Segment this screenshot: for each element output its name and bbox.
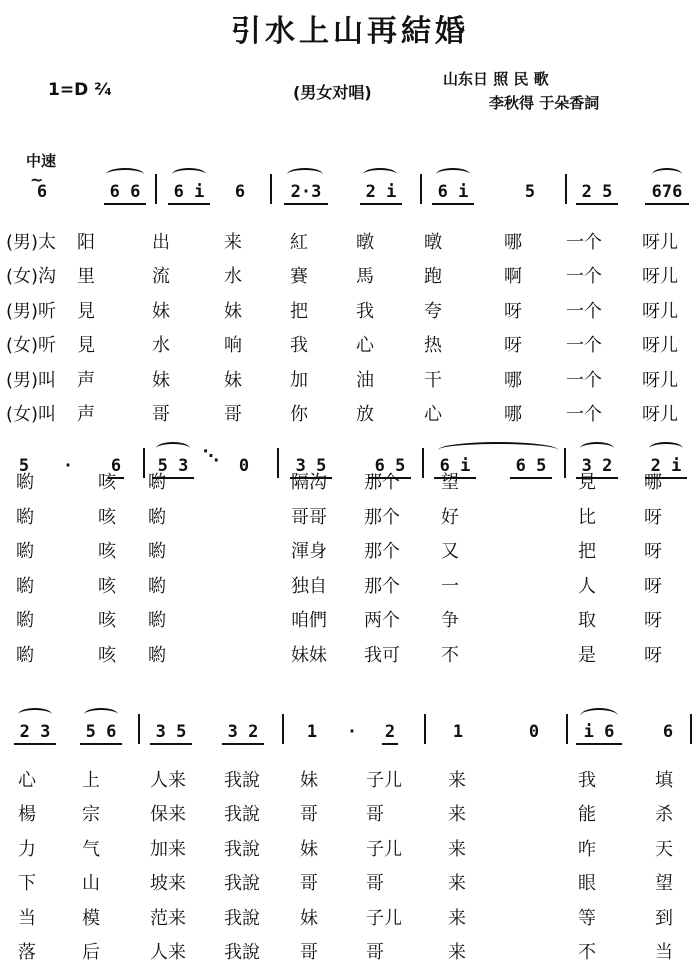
lyric-syllable: 呀儿 — [642, 369, 678, 391]
source-origin: 山东日 照 民 歌 — [443, 70, 549, 88]
lyricist-credit: 李秋得 于朵香詞 — [489, 94, 600, 112]
notation-row-3 — [0, 708, 700, 748]
note-group: 6 — [36, 182, 48, 202]
lyric-syllable: 呀 — [504, 300, 522, 322]
lyric-syllable: 人来 — [150, 770, 186, 791]
lyric-syllable: 咳 — [98, 645, 116, 666]
lyric-syllable: 哥 — [300, 873, 318, 895]
note-group: 6 i — [434, 456, 476, 479]
lyric-syllable: 力 — [18, 838, 36, 860]
lyric-syllable: 哪 — [504, 404, 522, 425]
barline — [420, 174, 422, 204]
lyric-syllable: 人 — [578, 575, 596, 597]
lyric-syllable: 心 — [356, 335, 374, 357]
song-title: 引水上山再結婚 — [231, 14, 469, 49]
lyric-syllable: 来 — [448, 942, 466, 963]
lyric-syllable: 下 — [18, 873, 36, 895]
lyric-syllable: 咳 — [98, 610, 116, 632]
key-signature: 1=D ²⁄₄ — [48, 80, 112, 100]
note-group: 6 5 — [369, 456, 411, 479]
lyric-syllable: 来 — [448, 804, 466, 826]
augmentation-dot: · — [346, 722, 358, 742]
lyric-syllable: 独自 — [291, 575, 327, 597]
lyric-syllable: 呀儿 — [642, 232, 678, 253]
note-group: 2 5 — [576, 182, 618, 205]
lyric-syllable: 喲 — [148, 575, 166, 597]
lyric-syllable: 那个 — [364, 575, 400, 597]
lyric-syllable: 呀 — [644, 610, 662, 632]
note-group: 2 — [382, 722, 398, 745]
note-group: 3 2 — [576, 456, 618, 479]
slur-mark — [436, 168, 470, 181]
note-group: 2 i — [360, 182, 402, 205]
note-group: i 6 — [576, 722, 622, 745]
lyric-syllable: 人来 — [150, 942, 186, 963]
lyric-syllable: 把 — [578, 541, 596, 563]
lyric-syllable: 油 — [356, 369, 374, 391]
barline — [424, 714, 426, 744]
lyric-syllable: 呀 — [504, 335, 522, 357]
lyric-syllable: 后 — [82, 942, 100, 963]
lyric-syllable: 水 — [224, 266, 242, 288]
note-group: 3 5 — [290, 456, 332, 479]
lyric-syllable: 阳 — [77, 232, 95, 253]
slur-mark — [84, 708, 118, 721]
lyric-syllable: 望 — [655, 873, 673, 895]
note-group: 6 6 — [104, 182, 146, 205]
note-group: 6 5 — [510, 456, 552, 479]
lyric-syllable: 呀 — [644, 541, 662, 563]
lyric-syllable: 等 — [578, 907, 596, 929]
note-group: 5 3 — [152, 456, 194, 479]
lyric-syllable: 放 — [356, 404, 374, 425]
lyric-syllable: 天 — [655, 838, 673, 860]
lyric-syllable: 到 — [655, 907, 673, 929]
note-group: 6 — [234, 182, 246, 202]
lyric-syllable: 賽 — [290, 266, 308, 288]
lyric-syllable: 妹 — [300, 907, 318, 929]
lyric-syllable: 望 — [441, 472, 459, 493]
lyric-syllable: 响 — [224, 335, 242, 357]
lyric-syllable: (女)叫 — [6, 404, 57, 425]
note-group: 3 5 — [150, 722, 192, 745]
lyric-syllable: 填 — [655, 770, 673, 791]
lyric-syllable: 喲 — [148, 541, 166, 563]
lyric-syllable: 哪 — [504, 369, 522, 391]
notation-row-1 — [0, 168, 700, 208]
lyric-syllable: 比 — [578, 506, 596, 528]
barline — [138, 714, 140, 744]
lyric-syllable: 好 — [441, 506, 459, 528]
lyric-syllable: 山 — [82, 873, 100, 895]
lyric-syllable: 我 — [356, 300, 374, 322]
note-group: 5 — [18, 456, 30, 476]
lyric-syllable: 見 — [77, 300, 95, 322]
lyric-syllable: 妹妹 — [291, 645, 327, 666]
lyric-syllable: 呀儿 — [642, 404, 678, 425]
lyric-syllable: 咱們 — [291, 610, 327, 632]
tempo-marking: 中速 — [26, 152, 57, 170]
lyric-syllable: 出 — [152, 232, 170, 253]
barline — [270, 174, 272, 204]
lyric-syllable: 哥 — [224, 404, 242, 425]
lyric-syllable: 我說 — [224, 873, 260, 895]
barline — [566, 714, 568, 744]
lyric-syllable: 見 — [578, 472, 596, 493]
lyric-syllable: 我 — [290, 335, 308, 357]
lyric-syllable: 那个 — [364, 506, 400, 528]
lyric-syllable: 紅 — [290, 232, 308, 253]
lyric-syllable: 妹 — [224, 300, 242, 322]
lyric-syllable: 喲 — [16, 506, 34, 528]
lyric-syllable: 跑 — [424, 266, 442, 288]
note-group: 2 i — [645, 456, 687, 479]
barline — [690, 714, 692, 744]
lyric-syllable: 我說 — [224, 770, 260, 791]
lyric-syllable: 呀儿 — [642, 266, 678, 288]
lyric-syllable: 杀 — [655, 804, 673, 826]
lyric-syllable: 咳 — [98, 472, 116, 493]
lyric-syllable: 呀 — [644, 645, 662, 666]
lyric-syllable: (男)叫 — [6, 369, 57, 391]
lyric-syllable: 我說 — [224, 838, 260, 860]
lyric-syllable: 一 — [441, 575, 459, 597]
barline — [143, 448, 145, 478]
lyric-syllable: 妹 — [300, 838, 318, 860]
lyric-syllable: 呀儿 — [642, 335, 678, 357]
barline — [155, 174, 157, 204]
lyric-syllable: 我可 — [364, 645, 400, 666]
lyric-syllable: 不 — [578, 942, 596, 963]
lyric-syllable: 范来 — [150, 907, 186, 929]
lyric-syllable: 气 — [82, 838, 100, 860]
lyric-syllable: 喲 — [16, 575, 34, 597]
lyric-syllable: 眼 — [578, 873, 596, 895]
lyric-syllable: 模 — [82, 907, 100, 929]
barline — [564, 448, 566, 478]
lyric-syllable: 我 — [578, 770, 596, 791]
note-group: 676 — [645, 182, 689, 205]
note-group: 1 — [306, 722, 318, 742]
lyric-syllable: 咳 — [98, 506, 116, 528]
note-group: 6 i — [168, 182, 210, 205]
lyric-syllable: 喲 — [148, 472, 166, 493]
lyric-syllable: (女)听 — [6, 335, 57, 357]
note-group: 1 — [452, 722, 464, 742]
lyric-syllable: 两个 — [364, 610, 400, 632]
lyric-syllable: 哥 — [152, 404, 170, 425]
slur-mark — [649, 442, 683, 455]
lyric-syllable: 我說 — [224, 942, 260, 963]
lyric-syllable: 心 — [18, 770, 36, 791]
lyric-syllable: 一个 — [566, 266, 602, 288]
performance-mode: (男女对唱) — [293, 83, 372, 102]
lyric-syllable: 加 — [290, 369, 308, 391]
lyric-syllable: 妹 — [300, 770, 318, 791]
note-group: 6 — [662, 722, 674, 742]
lyric-syllable: 流 — [152, 266, 170, 288]
lyric-syllable: 不 — [441, 645, 459, 666]
lyric-syllable: 当 — [655, 942, 673, 963]
lyric-syllable: 宗 — [82, 804, 100, 826]
lyric-syllable: 呀 — [644, 575, 662, 597]
slur-mark — [363, 168, 397, 181]
lyric-syllable: 当 — [18, 907, 36, 929]
trill-mark: ~ — [30, 170, 44, 189]
lyric-syllable: 楊 — [18, 804, 36, 826]
lyric-syllable: 又 — [441, 541, 459, 563]
lyric-syllable: 啊 — [504, 266, 522, 288]
slur-mark — [287, 168, 323, 181]
lyric-syllable: 哥 — [300, 804, 318, 826]
lyric-syllable: 落 — [18, 942, 36, 963]
lyric-syllable: 妹 — [152, 300, 170, 322]
note-group: 2·3 — [284, 182, 328, 205]
lyric-syllable: 来 — [448, 838, 466, 860]
lyric-syllable: 咋 — [578, 838, 596, 860]
lyric-syllable: 咳 — [98, 541, 116, 563]
lyric-syllable: 哥哥 — [291, 506, 327, 528]
lyric-syllable: 一个 — [566, 404, 602, 425]
lyric-syllable: 喲 — [148, 506, 166, 528]
lyric-syllable: 隔沟 — [291, 472, 327, 493]
note-group: 5 6 — [80, 722, 122, 745]
lyric-syllable: 馬 — [356, 266, 374, 288]
barline — [282, 714, 284, 744]
lyric-syllable: 声 — [77, 404, 95, 425]
note-group: 6 — [108, 456, 124, 479]
lyric-syllable: 喲 — [16, 645, 34, 666]
lyric-syllable: 暾 — [356, 232, 374, 253]
lyric-syllable: 我說 — [224, 804, 260, 826]
lyric-syllable: 呀 — [644, 506, 662, 528]
lyric-syllable: 喲 — [16, 610, 34, 632]
lyric-syllable: 能 — [578, 804, 596, 826]
lyric-syllable: 水 — [152, 335, 170, 357]
glissando-mark: ⋱ — [203, 446, 219, 465]
lyric-syllable: 咳 — [98, 575, 116, 597]
lyric-syllable: 一个 — [566, 300, 602, 322]
lyric-syllable: 把 — [290, 300, 308, 322]
lyric-syllable: (女)沟 — [6, 266, 57, 288]
lyric-syllable: 哥 — [366, 804, 384, 826]
lyric-syllable: 来 — [448, 873, 466, 895]
lyric-syllable: 争 — [441, 610, 459, 632]
lyric-syllable: 里 — [77, 266, 95, 288]
slur-mark — [580, 442, 614, 455]
note-group: 3 2 — [222, 722, 264, 745]
lyric-syllable: 喲 — [16, 541, 34, 563]
lyric-syllable: 声 — [77, 369, 95, 391]
lyric-syllable: 見 — [77, 335, 95, 357]
lyric-syllable: 妹 — [224, 369, 242, 391]
lyric-syllable: 子儿 — [366, 907, 402, 929]
note-group: 5 — [524, 182, 536, 202]
lyric-syllable: 热 — [424, 335, 442, 357]
lyric-syllable: 坡来 — [150, 873, 186, 895]
lyric-syllable: 呀儿 — [642, 300, 678, 322]
lyric-syllable: 夸 — [424, 300, 442, 322]
augmentation-dot: · — [62, 456, 74, 476]
slur-mark — [156, 442, 190, 455]
lyric-syllable: 子儿 — [366, 838, 402, 860]
lyric-syllable: 取 — [578, 610, 596, 632]
lyric-syllable: 子儿 — [366, 770, 402, 791]
lyric-syllable: 妹 — [152, 369, 170, 391]
lyric-syllable: 喲 — [148, 610, 166, 632]
lyric-syllable: 干 — [424, 369, 442, 391]
lyric-syllable: 一个 — [566, 232, 602, 253]
lyric-syllable: 那个 — [364, 541, 400, 563]
lyric-syllable: 来 — [224, 232, 242, 253]
lyric-syllable: 哥 — [300, 942, 318, 963]
lyric-syllable: 哥 — [366, 942, 384, 963]
lyric-syllable: 心 — [424, 404, 442, 425]
lyric-syllable: 保来 — [150, 804, 186, 826]
lyric-syllable: 加来 — [150, 838, 186, 860]
lyric-syllable: 上 — [82, 770, 100, 791]
lyric-syllable: 我說 — [224, 907, 260, 929]
rest: 0 — [528, 722, 540, 742]
slur-mark — [18, 708, 52, 721]
rest: 0 — [238, 456, 250, 476]
lyric-syllable: 一个 — [566, 369, 602, 391]
lyric-syllable: 一个 — [566, 335, 602, 357]
lyric-syllable: (男)听 — [6, 300, 57, 322]
barline — [277, 448, 279, 478]
lyric-syllable: 那个 — [364, 472, 400, 493]
note-group: 2 3 — [14, 722, 56, 745]
lyric-syllable: 喲 — [148, 645, 166, 666]
lyric-syllable: 暾 — [424, 232, 442, 253]
slur-mark — [652, 168, 682, 181]
lyric-syllable: 来 — [448, 907, 466, 929]
lyric-syllable: 喲 — [16, 472, 34, 493]
lyric-syllable: (男)太 — [6, 232, 57, 253]
slur-mark — [106, 168, 144, 181]
lyric-syllable: 渾身 — [291, 541, 327, 563]
note-group: 6 i — [432, 182, 474, 205]
lyric-syllable: 哪 — [644, 472, 662, 493]
lyric-syllable: 是 — [578, 645, 596, 666]
slur-mark — [172, 168, 206, 181]
lyric-syllable: 你 — [290, 404, 308, 425]
lyric-syllable: 哥 — [366, 873, 384, 895]
lyric-syllable: 哪 — [504, 232, 522, 253]
barline — [422, 448, 424, 478]
barline — [565, 174, 567, 204]
lyric-syllable: 来 — [448, 770, 466, 791]
